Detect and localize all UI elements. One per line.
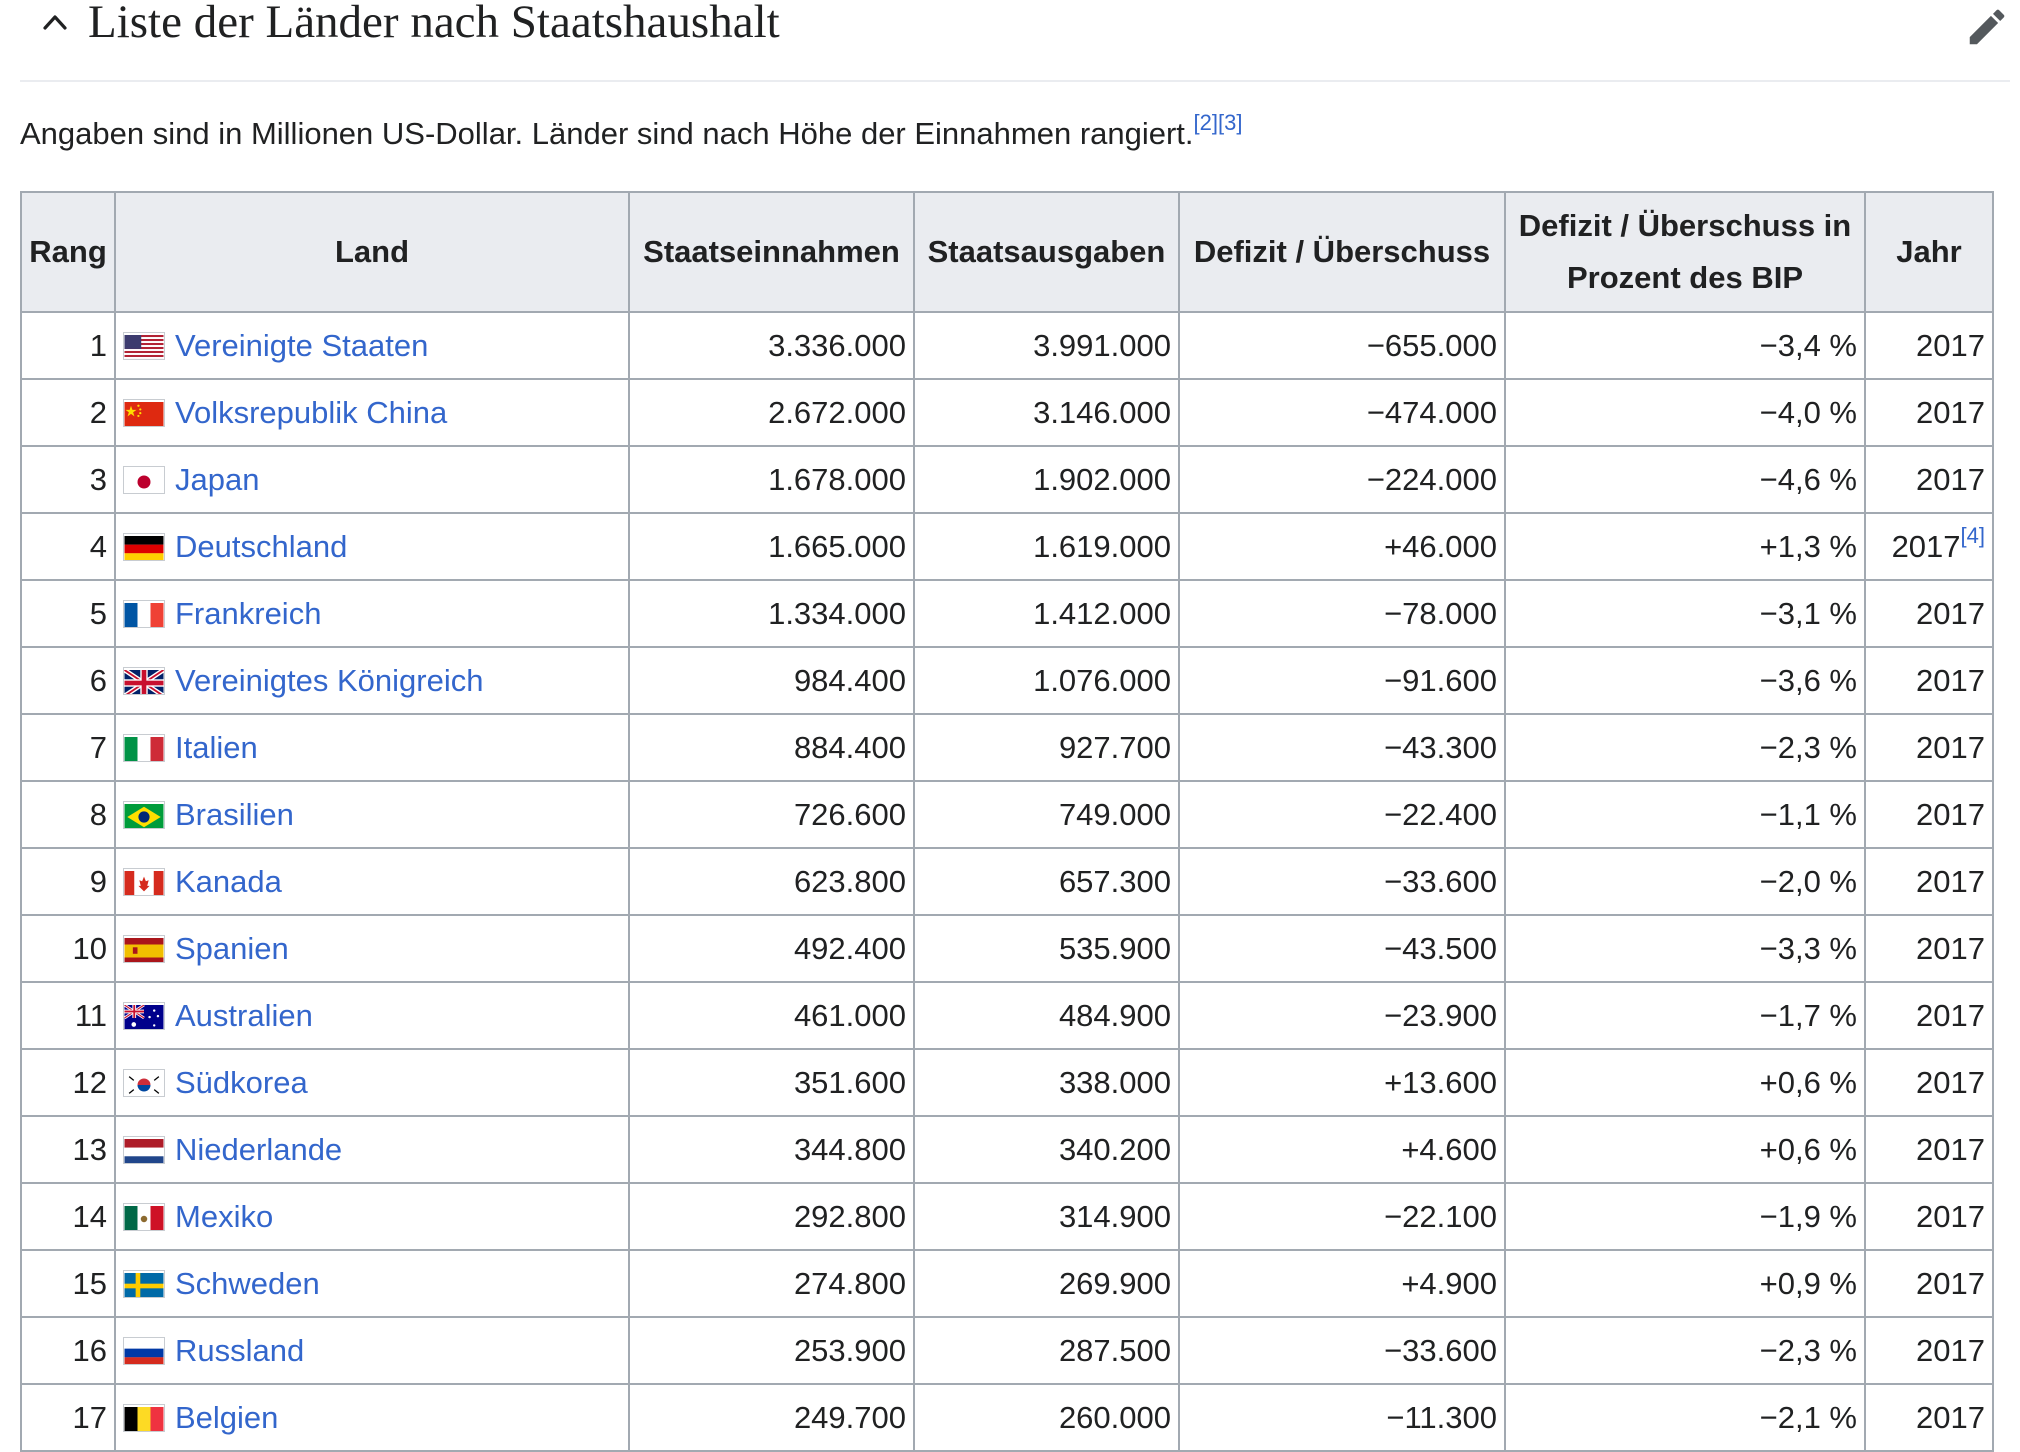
cell-jahr: [1865, 982, 1993, 1049]
year-value: 2017: [1916, 930, 1985, 966]
cell-staatsausgaben: 287.500: [914, 1317, 1179, 1384]
year-value: 2017: [1916, 1332, 1985, 1368]
country-link[interactable]: Spanien: [175, 930, 289, 966]
cell-jahr: [1865, 513, 1993, 580]
country-link[interactable]: Niederlande: [175, 1131, 343, 1167]
table-row: [21, 1049, 1993, 1116]
cell-rang: 10: [21, 915, 115, 982]
cell-staatseinnahmen: 461.000: [629, 982, 914, 1049]
cell-land: [115, 446, 629, 513]
year-value: 2017: [1916, 997, 1985, 1033]
cell-staatseinnahmen: 1.678.000: [629, 446, 914, 513]
cell-jahr: [1865, 848, 1993, 915]
country-link[interactable]: Australien: [175, 997, 313, 1033]
section-title: Liste der Länder nach Staatshaushalt: [88, 0, 780, 48]
year-value: 2017: [1916, 1131, 1985, 1167]
cell-staatsausgaben: 260.000: [914, 1384, 1179, 1451]
cell-land: [115, 714, 629, 781]
cell-prozent-bip: +0,6 %: [1505, 1116, 1865, 1183]
cell-staatsausgaben: 749.000: [914, 781, 1179, 848]
cell-jahr: [1865, 312, 1993, 379]
year-value: 2017: [1916, 1265, 1985, 1301]
cell-rang: 5: [21, 580, 115, 647]
cell-staatseinnahmen: 3.336.000: [629, 312, 914, 379]
cell-prozent-bip: −4,0 %: [1505, 379, 1865, 446]
cell-staatseinnahmen: 623.800: [629, 848, 914, 915]
country-link[interactable]: Japan: [175, 461, 260, 497]
cell-rang: 4: [21, 513, 115, 580]
cell-staatsausgaben: 1.412.000: [914, 580, 1179, 647]
flag-italy-icon: [123, 734, 165, 762]
country-link[interactable]: Brasilien: [175, 796, 294, 832]
cell-defizit: −224.000: [1179, 446, 1505, 513]
cell-defizit: +13.600: [1179, 1049, 1505, 1116]
cell-staatsausgaben: 314.900: [914, 1183, 1179, 1250]
country-link[interactable]: Volksrepublik China: [175, 394, 448, 430]
header-prozent-bip[interactable]: [1505, 192, 1865, 312]
country-link[interactable]: Deutschland: [175, 528, 348, 564]
cell-prozent-bip: −2,1 %: [1505, 1384, 1865, 1451]
reference-link[interactable]: [4]: [1960, 522, 1985, 548]
flag-china-icon: [123, 399, 165, 427]
header-prozent-line1: Defizit / Überschuss in: [1518, 208, 1852, 243]
year-value: 2017: [1916, 461, 1985, 497]
cell-prozent-bip: −3,3 %: [1505, 915, 1865, 982]
cell-rang: 1: [21, 312, 115, 379]
table-row: [21, 781, 1993, 848]
table-row: [21, 1183, 1993, 1250]
cell-land: [115, 647, 629, 714]
cell-staatsausgaben: 338.000: [914, 1049, 1179, 1116]
cell-staatseinnahmen: 884.400: [629, 714, 914, 781]
cell-land: [115, 513, 629, 580]
year-value: 2017: [1891, 528, 1961, 564]
cell-rang: 9: [21, 848, 115, 915]
table-row: [21, 1317, 1993, 1384]
flag-canada-icon: [123, 868, 165, 896]
table-row: [21, 580, 1993, 647]
cell-prozent-bip: −2,3 %: [1505, 714, 1865, 781]
cell-prozent-bip: −1,1 %: [1505, 781, 1865, 848]
cell-staatseinnahmen: 249.700: [629, 1384, 914, 1451]
cell-prozent-bip: +0,6 %: [1505, 1049, 1865, 1116]
section-header: [20, 0, 2010, 82]
country-link[interactable]: Schweden: [175, 1265, 320, 1301]
cell-rang: 8: [21, 781, 115, 848]
cell-staatseinnahmen: 274.800: [629, 1250, 914, 1317]
header-rang[interactable]: Rang: [21, 192, 115, 312]
cell-land: [115, 1384, 629, 1451]
cell-defizit: −655.000: [1179, 312, 1505, 379]
cell-prozent-bip: −1,9 %: [1505, 1183, 1865, 1250]
flag-brazil-icon: [123, 801, 165, 829]
country-link[interactable]: Italien: [175, 729, 258, 765]
cell-jahr: [1865, 1250, 1993, 1317]
cell-staatseinnahmen: 351.600: [629, 1049, 914, 1116]
table-row: [21, 1116, 1993, 1183]
country-link[interactable]: Südkorea: [175, 1064, 308, 1100]
country-link[interactable]: Vereinigte Staaten: [175, 327, 429, 363]
cell-rang: 17: [21, 1384, 115, 1451]
header-staatseinnahmen[interactable]: Staatseinnahmen: [629, 192, 914, 312]
flag-belgium-icon: [123, 1404, 165, 1432]
cell-staatseinnahmen: 1.334.000: [629, 580, 914, 647]
country-link[interactable]: Frankreich: [175, 595, 322, 631]
cell-land: [115, 580, 629, 647]
cell-rang: 6: [21, 647, 115, 714]
cell-rang: 16: [21, 1317, 115, 1384]
cell-land: [115, 848, 629, 915]
cell-land: [115, 1317, 629, 1384]
cell-prozent-bip: −1,7 %: [1505, 982, 1865, 1049]
header-defizit[interactable]: Defizit / Überschuss: [1179, 192, 1505, 312]
cell-staatseinnahmen: 2.672.000: [629, 379, 914, 446]
cell-land: [115, 1049, 629, 1116]
edit-pencil-icon[interactable]: [1964, 4, 2010, 50]
cell-staatseinnahmen: 984.400: [629, 647, 914, 714]
cell-defizit: −33.600: [1179, 1317, 1505, 1384]
cell-staatsausgaben: 535.900: [914, 915, 1179, 982]
cell-land: [115, 915, 629, 982]
intro-sentence: Angaben sind in Millionen US-Dollar. Länder sind nach Höhe der Einnahmen rangiert.: [20, 116, 1194, 151]
cell-staatsausgaben: 1.619.000: [914, 513, 1179, 580]
cell-land: [115, 1116, 629, 1183]
country-link[interactable]: Vereinigtes Königreich: [175, 662, 484, 698]
cell-jahr: [1865, 580, 1993, 647]
cell-staatsausgaben: 3.146.000: [914, 379, 1179, 446]
table-row: [21, 714, 1993, 781]
flag-australia-icon: [123, 1002, 165, 1030]
flag-japan-icon: [123, 466, 165, 494]
cell-staatsausgaben: 340.200: [914, 1116, 1179, 1183]
cell-staatseinnahmen: 1.665.000: [629, 513, 914, 580]
table-row: [21, 513, 1993, 580]
cell-prozent-bip: −4,6 %: [1505, 446, 1865, 513]
cell-defizit: +4.900: [1179, 1250, 1505, 1317]
cell-defizit: −43.500: [1179, 915, 1505, 982]
cell-rang: 14: [21, 1183, 115, 1250]
cell-defizit: −11.300: [1179, 1384, 1505, 1451]
cell-prozent-bip: −3,1 %: [1505, 580, 1865, 647]
cell-staatseinnahmen: 344.800: [629, 1116, 914, 1183]
cell-jahr: [1865, 1384, 1993, 1451]
flag-uk-icon: [123, 667, 165, 695]
cell-land: [115, 781, 629, 848]
flag-south-korea-icon: [123, 1069, 165, 1097]
cell-jahr: [1865, 915, 1993, 982]
flag-mexico-icon: [123, 1203, 165, 1231]
cell-defizit: −33.600: [1179, 848, 1505, 915]
cell-jahr: [1865, 1049, 1993, 1116]
reference-link-3[interactable]: [3]: [1218, 110, 1243, 135]
cell-jahr: [1865, 781, 1993, 848]
cell-jahr: [1865, 714, 1993, 781]
country-link[interactable]: Kanada: [175, 863, 282, 899]
country-link[interactable]: Russland: [175, 1332, 305, 1368]
table-row: [21, 982, 1993, 1049]
year-value: 2017: [1916, 394, 1985, 430]
cell-staatsausgaben: 3.991.000: [914, 312, 1179, 379]
cell-defizit: +46.000: [1179, 513, 1505, 580]
year-value: 2017: [1916, 796, 1985, 832]
cell-rang: 7: [21, 714, 115, 781]
cell-defizit: −23.900: [1179, 982, 1505, 1049]
cell-defizit: −43.300: [1179, 714, 1505, 781]
cell-land: [115, 312, 629, 379]
cell-staatseinnahmen: 292.800: [629, 1183, 914, 1250]
cell-prozent-bip: −3,6 %: [1505, 647, 1865, 714]
header-staatsausgaben[interactable]: Staatsausgaben: [914, 192, 1179, 312]
year-value: 2017: [1916, 1399, 1985, 1435]
flag-sweden-icon: [123, 1270, 165, 1298]
cell-staatsausgaben: 927.700: [914, 714, 1179, 781]
cell-prozent-bip: −3,4 %: [1505, 312, 1865, 379]
cell-staatsausgaben: 1.076.000: [914, 647, 1179, 714]
table-row: [21, 1250, 1993, 1317]
cell-staatseinnahmen: 726.600: [629, 781, 914, 848]
intro-text: [20, 112, 1242, 156]
header-land[interactable]: Land: [115, 192, 629, 312]
cell-rang: 15: [21, 1250, 115, 1317]
year-value: 2017: [1916, 863, 1985, 899]
cell-staatsausgaben: 484.900: [914, 982, 1179, 1049]
year-value: 2017: [1916, 595, 1985, 631]
cell-jahr: [1865, 1317, 1993, 1384]
cell-land: [115, 1250, 629, 1317]
cell-prozent-bip: +1,3 %: [1505, 513, 1865, 580]
cell-defizit: +4.600: [1179, 1116, 1505, 1183]
cell-land: [115, 379, 629, 446]
cell-jahr: [1865, 446, 1993, 513]
table-header-row: [21, 192, 1993, 312]
cell-rang: 11: [21, 982, 115, 1049]
flag-netherlands-icon: [123, 1136, 165, 1164]
cell-prozent-bip: −2,0 %: [1505, 848, 1865, 915]
cell-staatseinnahmen: 253.900: [629, 1317, 914, 1384]
flag-usa-icon: [123, 332, 165, 360]
year-value: 2017: [1916, 1064, 1985, 1100]
flag-france-icon: [123, 600, 165, 628]
flag-germany-icon: [123, 533, 165, 561]
cell-rang: 13: [21, 1116, 115, 1183]
header-jahr[interactable]: Jahr: [1865, 192, 1993, 312]
header-prozent-line2: Prozent des BIP: [1567, 260, 1803, 295]
cell-jahr: [1865, 647, 1993, 714]
country-link[interactable]: Belgien: [175, 1399, 279, 1435]
cell-defizit: −474.000: [1179, 379, 1505, 446]
year-value: 2017: [1916, 327, 1985, 363]
cell-jahr: [1865, 1183, 1993, 1250]
budget-table: [20, 191, 1994, 1452]
cell-jahr: [1865, 379, 1993, 446]
year-value: 2017: [1916, 662, 1985, 698]
country-link[interactable]: Mexiko: [175, 1198, 274, 1234]
cell-staatsausgaben: 1.902.000: [914, 446, 1179, 513]
cell-rang: 12: [21, 1049, 115, 1116]
reference-link-2[interactable]: [2]: [1193, 110, 1219, 135]
cell-staatsausgaben: 657.300: [914, 848, 1179, 915]
cell-staatseinnahmen: 492.400: [629, 915, 914, 982]
cell-rang: 2: [21, 379, 115, 446]
cell-defizit: −91.600: [1179, 647, 1505, 714]
flag-spain-icon: [123, 935, 165, 963]
year-value: 2017: [1916, 729, 1985, 765]
table-row: [21, 647, 1993, 714]
table-row: [21, 915, 1993, 982]
flag-russia-icon: [123, 1337, 165, 1365]
cell-rang: 3: [21, 446, 115, 513]
cell-land: [115, 1183, 629, 1250]
cell-staatsausgaben: 269.900: [914, 1250, 1179, 1317]
cell-defizit: −22.400: [1179, 781, 1505, 848]
year-value: 2017: [1916, 1198, 1985, 1234]
table-row: [21, 848, 1993, 915]
cell-prozent-bip: +0,9 %: [1505, 1250, 1865, 1317]
table-row: [21, 379, 1993, 446]
cell-defizit: −22.100: [1179, 1183, 1505, 1250]
table-row: [21, 312, 1993, 379]
cell-land: [115, 982, 629, 1049]
table-row: [21, 1384, 1993, 1451]
cell-jahr: [1865, 1116, 1993, 1183]
table-row: [21, 446, 1993, 513]
cell-prozent-bip: −2,3 %: [1505, 1317, 1865, 1384]
chevron-up-icon[interactable]: [42, 10, 68, 36]
cell-defizit: −78.000: [1179, 580, 1505, 647]
